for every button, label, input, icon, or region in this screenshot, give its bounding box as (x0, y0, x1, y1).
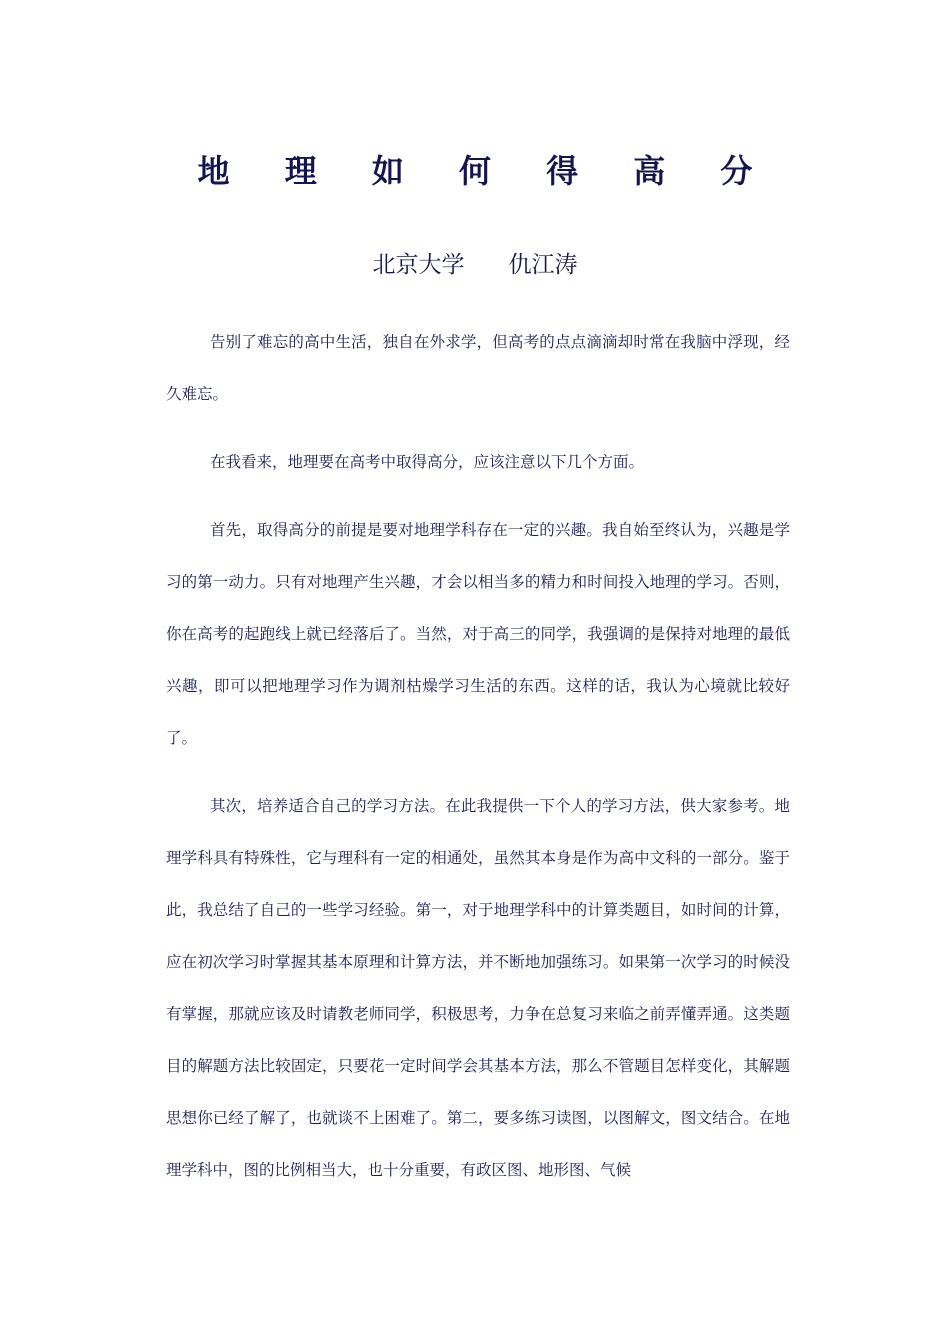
page-title: 地 理 如 何 得 高 分 (197, 152, 775, 190)
article-body (166, 316, 790, 1212)
paragraph-method: 其次，培养适合自己的学习方法。在此我提供一下个人的学习方法，供大家参考。地理学科具有特殊性，它与理科有一定的相通处，虽然其本身是作为高中文科的一部分。鉴于此，我总结了自己的一些学习经验。第一，对于地理学科中的计算类题目，如时间的计算，应在初次学习时掌握其基本原理和计算方法，并不断地加强练习。如果第一次学习的时候没有掌握，那就应该及时请教老师同学，积极思考，力争在总复习来临之前弄懂弄通。这类题目的解题方法比较固定，只要花一定时间学会其基本方法，那么不管题目怎样变化，其解题思想你已经了解了，也就谈不上困难了。第二，要多练习读图，以图解文，图文结合。在地理学科中，图的比例相当大，也十分重要，有政区图、地形图、气候 (166, 797, 790, 1179)
byline (0, 246, 950, 279)
paragraph-overview: 在我看来，地理要在高考中取得高分，应该注意以下几个方面。 (210, 453, 645, 471)
paragraph-interest: 首先，取得高分的前提是要对地理学科存在一定的兴趣。我自始至终认为，兴趣是学习的第一动力。只有对地理产生兴趣，才会以相当多的精力和时间投入地理的学习。否则，你在高考的起跑线上就已经落后了。当然，对于高三的同学，我强调的是保持对地理的最低兴趣，即可以把地理学习作为调剂枯燥学习生活的东西。这样的话，我认为心境就比较好了。 (166, 521, 790, 747)
byline-author: 仇江涛 (508, 252, 578, 278)
paragraph-intro: 告别了难忘的高中生活，独自在外求学，但高考的点点滴滴却时常在我脑中浮现，经久难忘。 (166, 333, 790, 403)
byline-school: 北京大学 (372, 252, 465, 278)
